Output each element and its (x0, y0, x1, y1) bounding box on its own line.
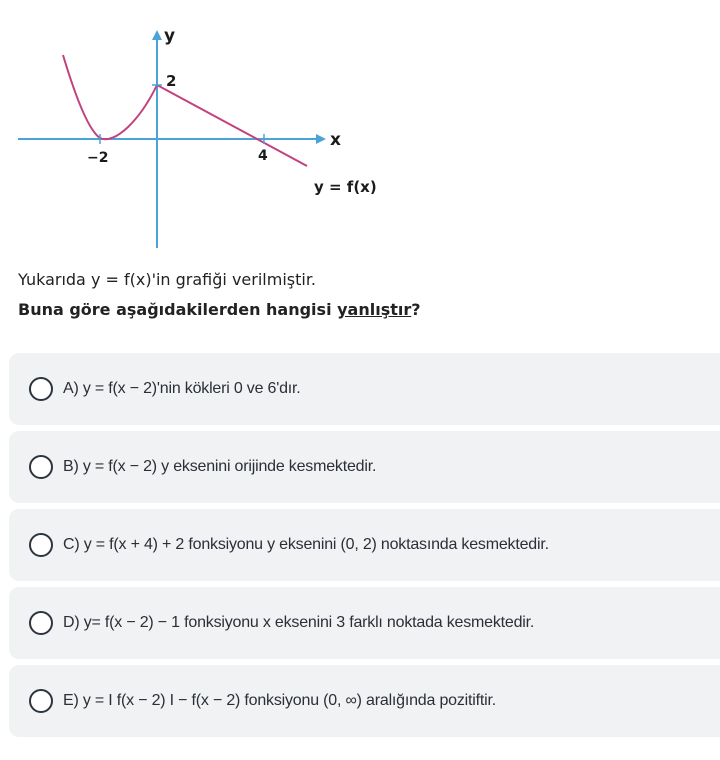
question-stem (18, 265, 708, 325)
tick-label-neg2: −2 (87, 150, 109, 166)
tick-label-2: 2 (166, 72, 177, 90)
answer-options (9, 353, 720, 743)
radio-circle-icon[interactable] (29, 455, 53, 479)
question-suffix: ? (411, 300, 421, 319)
option-b-text: B) y = f(x − 2) y eksenini orijinde kesmektedir. (63, 458, 377, 475)
option-a-text: A) y = f(x − 2)'nin kökleri 0 ve 6'dır. (63, 380, 301, 397)
option-d-text: D) y= f(x − 2) − 1 fonksiyonu x eksenini 3 farklı noktada kesmektedir. (63, 614, 535, 631)
x-axis-label: x (330, 130, 341, 150)
radio-circle-icon[interactable] (29, 689, 53, 713)
function-line-segment (157, 85, 307, 166)
y-axis-arrow (152, 30, 162, 40)
option-e-text: E) y = I f(x − 2) I − f(x − 2) fonksiyonu (0, ∞) aralığında pozitiftir. (63, 692, 496, 709)
option-d[interactable] (9, 587, 720, 659)
x-axis-arrow (316, 134, 326, 144)
option-c-text: C) y = f(x + 4) + 2 fonksiyonu y eksenini (0, 2) noktasında kesmektedir. (63, 536, 549, 553)
option-e[interactable] (9, 665, 720, 737)
function-graph (0, 0, 420, 260)
tick-label-4: 4 (258, 148, 268, 164)
question-line-1: Yukarıda y = f(x)'in grafiği verilmiştir. (18, 270, 317, 289)
option-a[interactable] (9, 353, 720, 425)
function-label: y = f(x) (314, 178, 377, 196)
option-b[interactable] (9, 431, 720, 503)
question-prefix: Buna göre aşağıdakilerden hangisi (18, 300, 338, 319)
radio-circle-icon[interactable] (29, 611, 53, 635)
graph-svg (0, 0, 420, 260)
radio-circle-icon[interactable] (29, 377, 53, 401)
function-curve (63, 55, 157, 139)
radio-circle-icon[interactable] (29, 533, 53, 557)
question-line-2 (18, 295, 708, 325)
option-c[interactable] (9, 509, 720, 581)
y-axis-label: y (164, 26, 176, 46)
question-keyword: yanlıştır (337, 300, 412, 319)
